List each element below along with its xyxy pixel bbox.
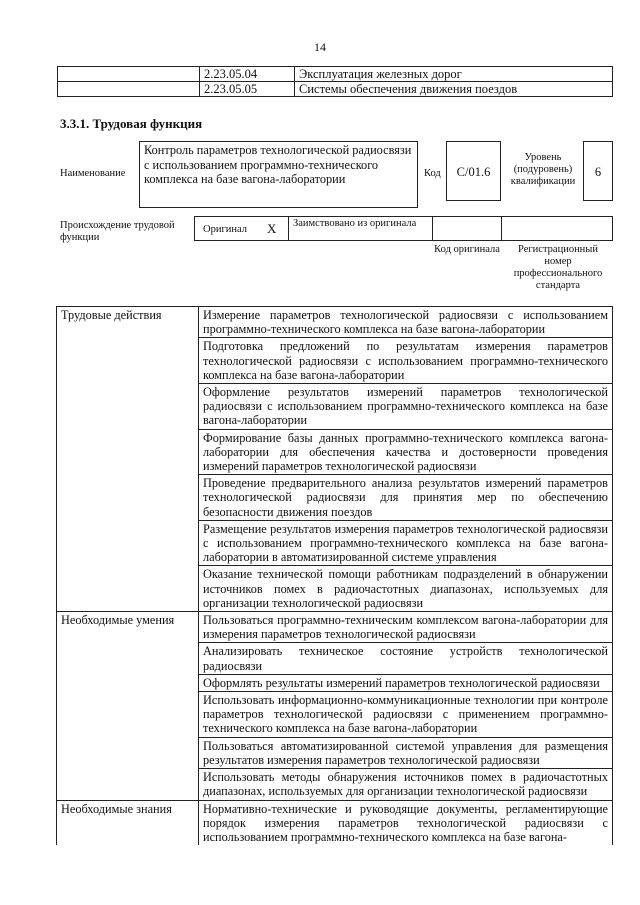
name-label: Наименование	[60, 168, 126, 179]
level-label: Уровень (подуровень) квалификации	[510, 152, 576, 187]
table-row	[57, 737, 613, 768]
empty-cell	[58, 82, 200, 97]
specialty-name: Системы обеспечения движения поездов	[295, 82, 613, 97]
section-title: 3.3.1. Трудовая функция	[60, 116, 203, 131]
divider	[501, 216, 502, 241]
specialty-table	[57, 66, 613, 97]
function-details-table	[56, 306, 613, 845]
table-row	[57, 384, 613, 430]
labor-action-item: Оказание технической помощи работникам подразделений в обнаружении источников помех в радиочастотных диапазонах, используемых для организации технологической радиосвязи	[199, 566, 613, 612]
skill-item: Пользоваться программно-техническим комплексом вагона-лаборатории для измерения параметров технологической радиосвязи	[199, 612, 613, 643]
level-value: 6	[583, 141, 613, 201]
original-label: Оригинал	[203, 224, 247, 235]
skill-item: Пользоваться автоматизированной системой управления для размещения результатов измерения параметров технологической радиосвязи	[199, 737, 613, 768]
origin-label: Происхождение трудовой функции	[60, 220, 175, 243]
skill-item: Оформлять результаты измерений параметров технологической радиосвязи	[199, 674, 613, 691]
table-row	[57, 520, 613, 566]
page-number: 14	[314, 40, 326, 54]
table-row	[57, 692, 613, 738]
table-row	[57, 475, 613, 521]
table-row	[58, 67, 613, 82]
labor-action-item: Оформление результатов измерений параметров технологической радиосвязи с использованием программно-технического комплекса на базе вагона-лаборатории	[199, 384, 613, 430]
labor-action-item: Размещение результатов измерения параметров технологической радиосвязи с использованием программно-технического комплекса на базе вагона-лаборатории в автоматизированной системе управления	[199, 520, 613, 566]
skill-item: Анализировать техническое состояние устройств технологической радиосвязи	[199, 643, 613, 674]
table-row	[57, 429, 613, 475]
labor-action-item: Формирование базы данных программно-технического комплекса вагона-лаборатории для обеспечения качества и достоверности проведения измерений параметров технологической радиосвязи	[199, 429, 613, 475]
knowledge-label: Необходимые знания	[57, 800, 199, 845]
original-mark: X	[267, 221, 277, 236]
origin-row	[194, 216, 613, 241]
table-row	[58, 82, 613, 97]
divider	[432, 216, 433, 241]
skills-label: Необходимые умения	[57, 612, 199, 643]
empty-cell	[58, 67, 200, 82]
table-row	[57, 338, 613, 384]
table-row	[57, 307, 613, 338]
reg-caption: Регистрационный номер профессионального стандарта	[513, 244, 603, 291]
function-name-value: Контроль параметров технологической радиосвязи с использованием программно-технического комплекса на базе вагона-лаборатории	[139, 141, 418, 208]
borrowed-label: Заимствовано из оригинала	[293, 218, 417, 229]
labor-action-item: Измерение параметров технологической радиосвязи с использованием программно-технического комплекса на базе вагона-лаборатории	[199, 307, 613, 338]
code-caption: Код оригинала	[434, 244, 500, 255]
specialty-code: 2.23.05.04	[200, 67, 295, 82]
function-code-value: C/01.6	[446, 141, 501, 201]
skill-item: Использовать методы обнаружения источников помех в радиочастотных диапазонах, используемых для организации технологической радиосвязи	[199, 769, 613, 800]
labor-action-item: Подготовка предложений по результатам измерения параметров технологической радиосвязи с использованием программно-технического комплекса на базе вагона-лаборатории	[199, 338, 613, 384]
code-label: Код	[424, 168, 441, 179]
table-row	[57, 674, 613, 691]
labor-action-item: Проведение предварительного анализа результатов измерений параметров технологической радиосвязи для принятия мер по обеспечению безопасности движения поездов	[199, 475, 613, 521]
specialty-name: Эксплуатация железных дорог	[295, 67, 613, 82]
table-row	[57, 612, 613, 643]
table-row	[57, 566, 613, 612]
table-row	[57, 769, 613, 800]
table-row	[57, 800, 613, 845]
knowledge-item: Нормативно-технические и руководящие документы, регламентирующие порядок измерения параметров технологической радиосвязи с использованием программно-технического комплекса на базе вагона-	[199, 800, 613, 845]
divider	[288, 216, 289, 241]
table-row	[57, 643, 613, 674]
labor-actions-label: Трудовые действия	[57, 307, 199, 338]
specialty-code: 2.23.05.05	[200, 82, 295, 97]
skill-item: Использовать информационно-коммуникационные технологии при контроле параметров технологической радиосвязи с применением программно-технического комплекса на базе вагона-лаборатории	[199, 692, 613, 738]
